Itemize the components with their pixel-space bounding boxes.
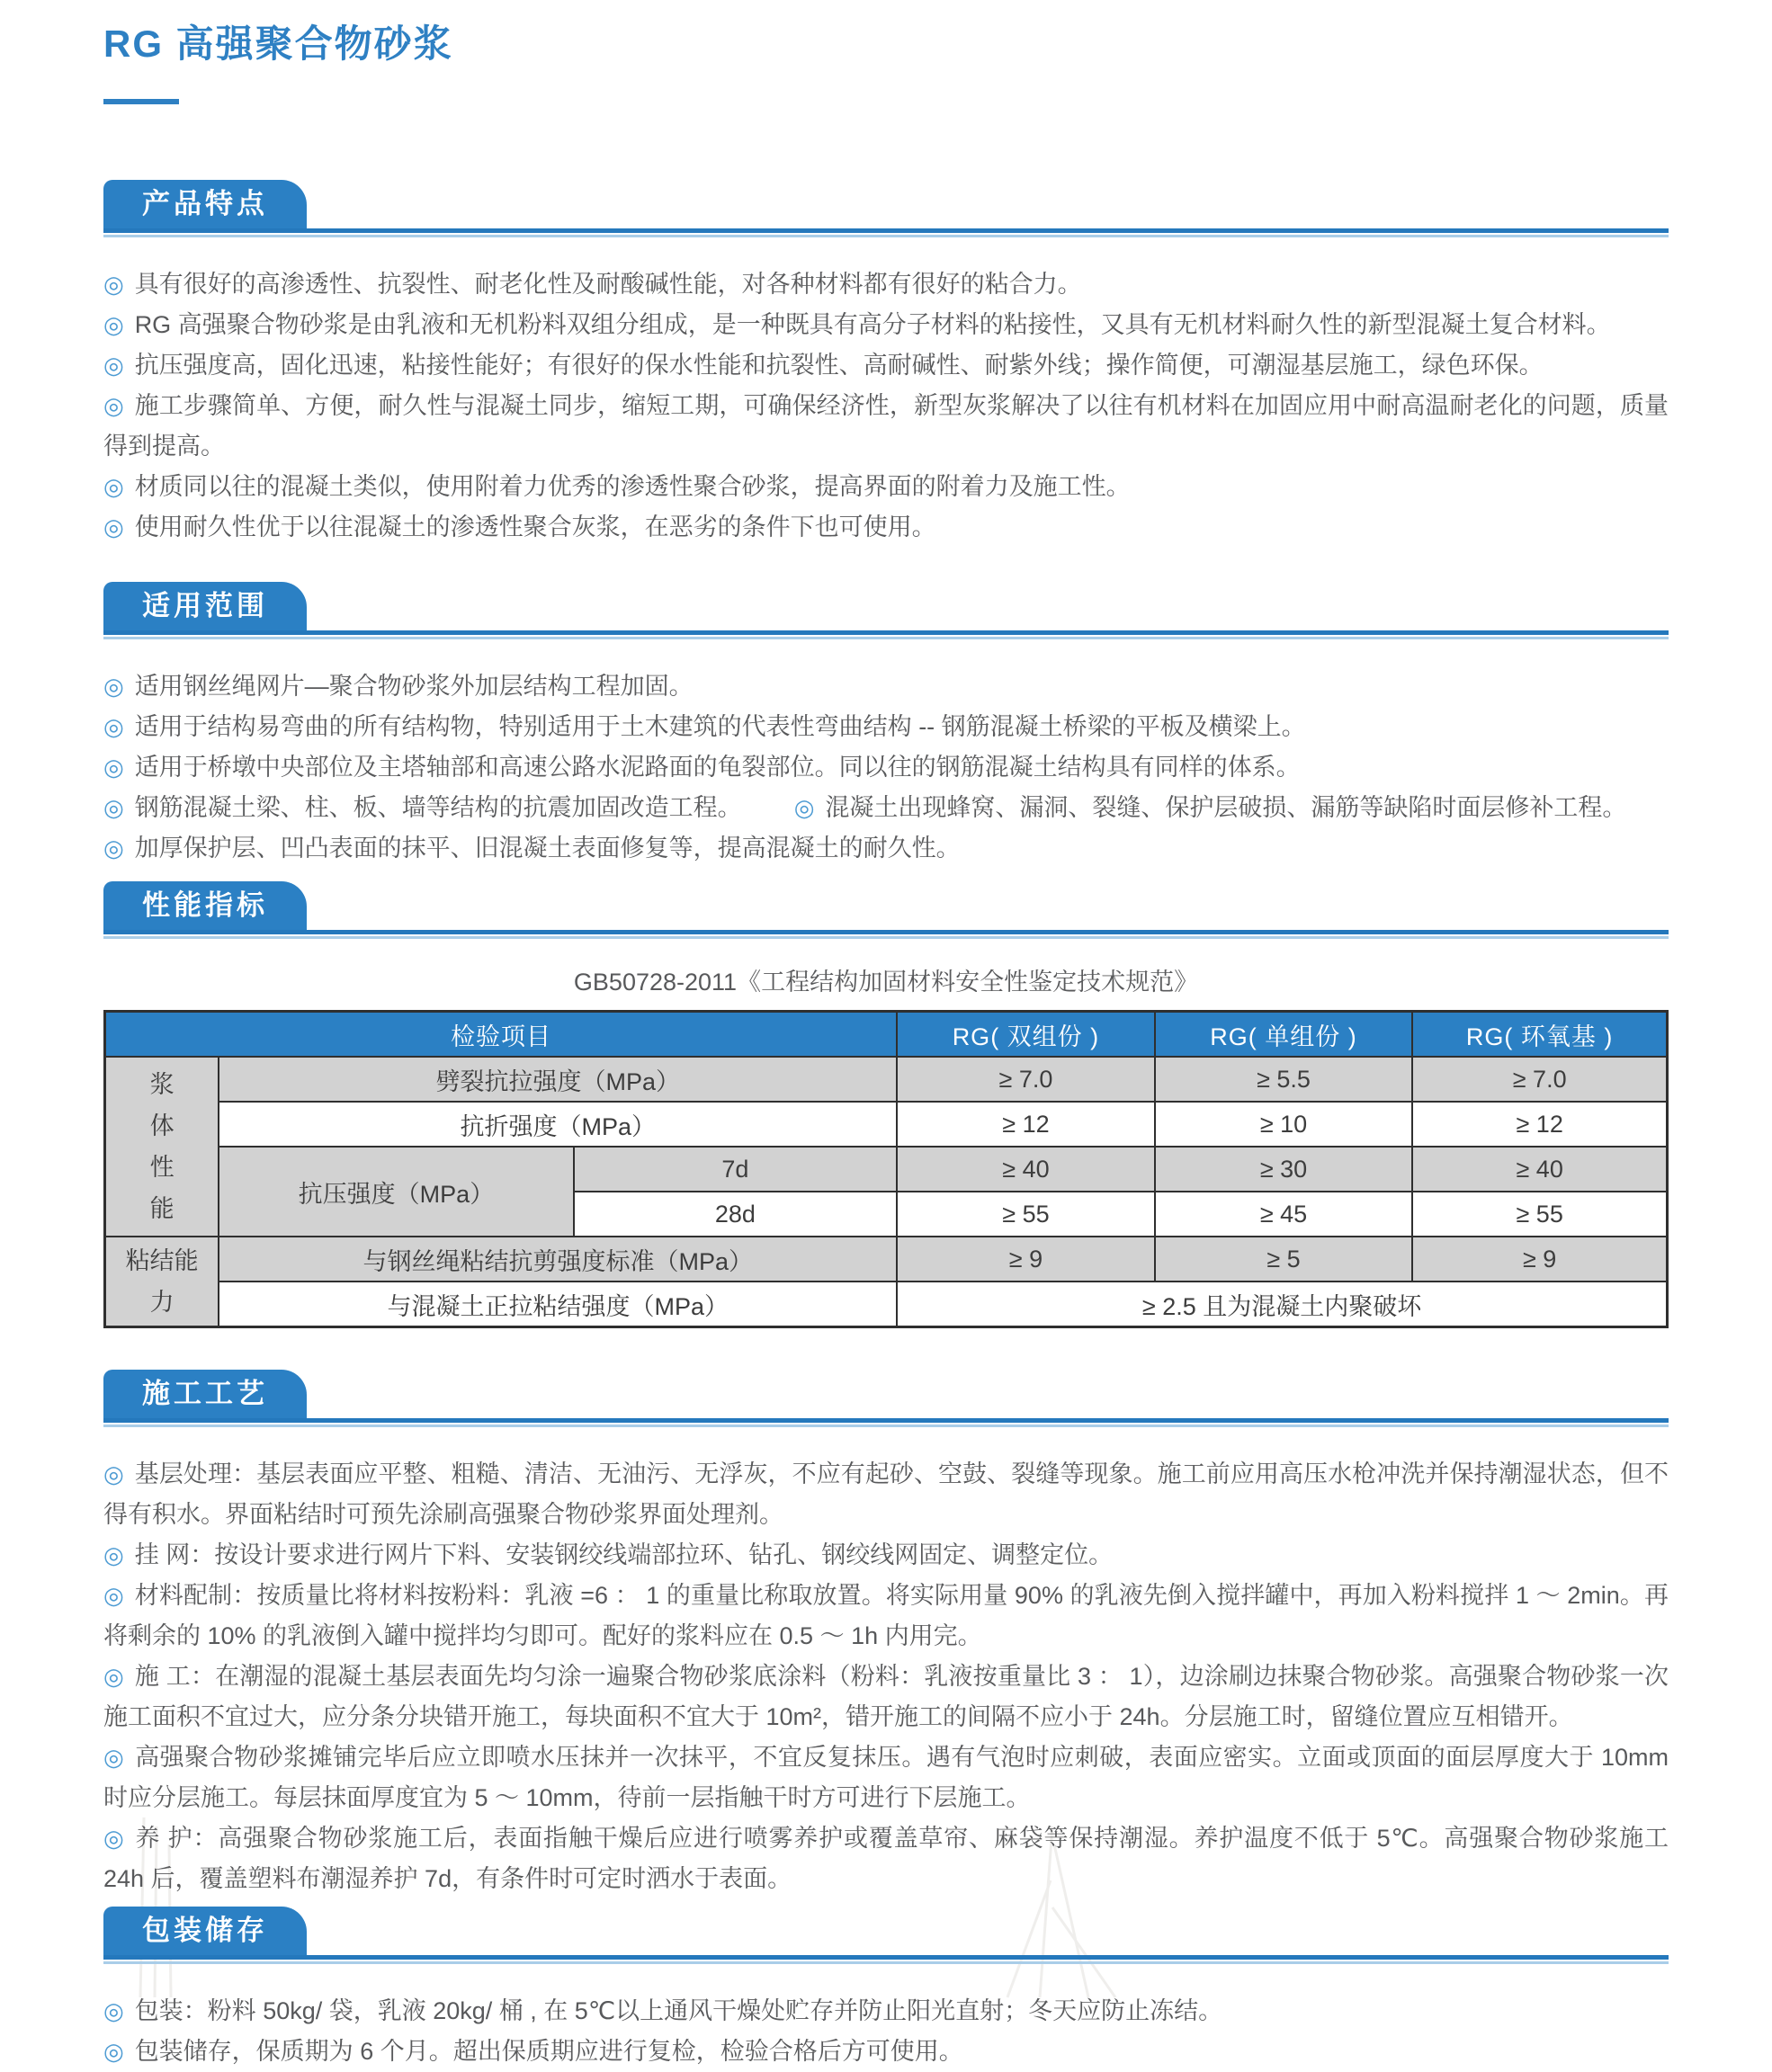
bullet-icon: ◎ — [103, 473, 124, 500]
process-item — [103, 1535, 1669, 1576]
item-text: 适用钢丝绳网片—聚合物砂浆外加层结构工程加固。 — [134, 673, 694, 700]
value-cell: ≥ 5.5 — [1155, 1057, 1413, 1102]
value-cell: ≥ 9 — [1412, 1237, 1667, 1282]
row-group-label-text: 粘结能力 — [125, 1247, 199, 1316]
section-performance — [103, 881, 1669, 1328]
item-text: 施工步骤简单、方便，耐久性与混凝土同步，缩短工期，可确保经济性，新型灰浆解决了以往有机材料在加固应用中耐高温耐老化的问题，质量得到提高。 — [103, 392, 1669, 460]
item-text: 使用耐久性优于以往混凝土的渗透性聚合灰浆，在恶劣的条件下也可使用。 — [134, 514, 936, 540]
item-text: 抗压强度高，固化迅速，粘接性能好；有很好的保水性能和抗裂性、高耐碱性、耐紫外线；操作简便，可潮湿基层施工，绿色环保。 — [134, 352, 1544, 379]
section-rule-light — [103, 1424, 1669, 1427]
value-cell: ≥ 10 — [1155, 1102, 1413, 1147]
feature-item — [103, 507, 1669, 548]
bullet-icon: ◎ — [793, 794, 815, 821]
bullet-icon: ◎ — [103, 1997, 124, 2024]
item-text: 材质同以往的混凝土类似，使用附着力优秀的渗透性聚合砂浆，提高界面的附着力及施工性。 — [134, 473, 1131, 500]
bullet-icon: ◎ — [103, 754, 124, 781]
value-cell: ≥ 12 — [897, 1102, 1155, 1147]
packaging-item — [103, 2032, 1669, 2072]
bullet-icon: ◎ — [103, 794, 124, 821]
features-list — [103, 264, 1669, 548]
section-rule-light — [103, 637, 1669, 639]
scope-list — [103, 666, 1669, 869]
process-item — [103, 1818, 1669, 1899]
process-item — [103, 1737, 1669, 1818]
section-badge-process: 施工工艺 — [103, 1370, 307, 1418]
section-rule — [103, 930, 1669, 934]
col-header: 检验项目 — [105, 1012, 898, 1058]
value-cell: ≥ 7.0 — [897, 1057, 1155, 1102]
value-cell: ≥ 55 — [897, 1192, 1155, 1237]
row-group-label-text: 浆体性能 — [149, 1071, 175, 1222]
value-cell: ≥ 45 — [1155, 1192, 1413, 1237]
process-item — [103, 1657, 1669, 1737]
section-rule — [103, 1955, 1669, 1960]
scope-item — [103, 788, 1669, 828]
section-rule-light — [103, 936, 1669, 939]
process-list — [103, 1454, 1669, 1899]
bullet-icon: ◎ — [103, 1582, 124, 1609]
section-scope — [103, 582, 1669, 869]
title-underline — [103, 99, 179, 104]
section-process — [103, 1370, 1669, 1899]
col-header: RG( 环氧基 ) — [1412, 1012, 1667, 1058]
scope-item — [103, 707, 1669, 747]
feature-item — [103, 345, 1669, 386]
scope-item — [103, 828, 1669, 869]
section-features — [103, 180, 1669, 548]
feature-item — [103, 264, 1669, 305]
value-cell: ≥ 30 — [1155, 1147, 1413, 1192]
bullet-icon: ◎ — [103, 514, 124, 540]
section-rule — [103, 630, 1669, 635]
col-header: RG( 单组份 ) — [1155, 1012, 1413, 1058]
value-cell-span: ≥ 2.5 且为混凝土内聚破坏 — [897, 1282, 1667, 1327]
item-text: 高强聚合物砂浆摊铺完毕后应立即喷水压抹并一次抹平，不宜反复抹压。遇有气泡时应刺破，表面应密实。立面或顶面的面层厚度大于 10mm 时应分层施工。每层抹面厚度宜为 5 ～ 10mm，待前一层指触干时方可进行下层施工。 — [103, 1744, 1669, 1811]
value-cell: ≥ 55 — [1412, 1192, 1667, 1237]
test-item-cell: 与钢丝绳粘结抗剪强度标准（MPa） — [219, 1237, 897, 1282]
item-text: 加厚保护层、凹凸表面的抹平、旧混凝土表面修复等，提高混凝土的耐久性。 — [134, 835, 961, 862]
item-text: 包装：粉料 50kg/ 袋，乳液 20kg/ 桶 , 在 5℃以上通风干燥处贮存并防止阳光直射；冬天应防止冻结。 — [134, 1997, 1223, 2024]
bullet-icon: ◎ — [103, 1663, 124, 1690]
age-cell: 7d — [574, 1147, 898, 1192]
section-badge-scope: 适用范围 — [103, 582, 307, 630]
item-text: 混凝土出现蜂窝、漏洞、裂缝、保护层破损、漏筋等缺陷时面层修补工程。 — [825, 794, 1627, 821]
scope-item — [103, 666, 1669, 707]
bullet-icon: ◎ — [103, 392, 124, 419]
section-packaging — [103, 1907, 1669, 2072]
item-text: 包装储存，保质期为 6 个月。超出保质期应进行复检，检验合格后方可使用。 — [134, 2038, 963, 2065]
value-cell: ≥ 40 — [1412, 1147, 1667, 1192]
bullet-icon: ◎ — [103, 1744, 125, 1771]
page-title: RG 高强聚合物砂浆 — [103, 22, 453, 65]
item-text: 适用于桥墩中央部位及主塔轴部和高速公路水泥路面的龟裂部位。同以往的钢筋混凝土结构具有同样的体系。 — [134, 754, 1301, 781]
value-cell: ≥ 5 — [1155, 1237, 1413, 1282]
age-cell: 28d — [574, 1192, 898, 1237]
packaging-list — [103, 1991, 1669, 2072]
scope-item — [103, 747, 1669, 788]
process-item — [103, 1576, 1669, 1657]
item-text: 基层处理：基层表面应平整、粗糙、清洁、无油污、无浮灰，不应有起砂、空鼓、裂缝等现象。施工前应用高压水枪冲洗并保持潮湿状态，但不得有积水。界面粘结时可预先涂刷高强聚合物砂浆界面处理剂。 — [103, 1460, 1669, 1528]
item-text: 钢筋混凝土梁、柱、板、墙等结构的抗震加固改造工程。 — [134, 794, 742, 821]
bullet-icon: ◎ — [103, 673, 124, 700]
section-rule-light — [103, 1961, 1669, 1964]
bullet-icon: ◎ — [103, 311, 124, 338]
col-header: RG( 双组份 ) — [897, 1012, 1155, 1058]
value-cell: ≥ 9 — [897, 1237, 1155, 1282]
bullet-icon: ◎ — [103, 2038, 124, 2065]
section-badge-packaging: 包装储存 — [103, 1907, 307, 1955]
bullet-icon: ◎ — [103, 713, 124, 740]
value-cell: ≥ 40 — [897, 1147, 1155, 1192]
process-item — [103, 1454, 1669, 1535]
test-item-cell: 抗折强度（MPa） — [219, 1102, 897, 1147]
section-rule — [103, 228, 1669, 233]
row-group-label — [105, 1237, 219, 1327]
table-caption: GB50728-2011《工程结构加固材料安全性鉴定技术规范》 — [573, 969, 1199, 996]
item-text: RG 高强聚合物砂浆是由乳液和无机粉料双组分组成，是一种既具有高分子材料的粘接性，又具有无机材料耐久性的新型混凝土复合材料。 — [134, 311, 1611, 338]
value-cell: ≥ 7.0 — [1412, 1057, 1667, 1102]
bullet-icon: ◎ — [103, 352, 124, 379]
item-text: 具有很好的高渗透性、抗裂性、耐老化性及耐酸碱性能，对各种材料都有很好的粘合力。 — [134, 271, 1082, 298]
performance-table — [103, 1010, 1669, 1328]
test-item-cell: 与混凝土正拉粘结强度（MPa） — [219, 1282, 897, 1327]
bullet-icon: ◎ — [103, 271, 124, 298]
bullet-icon: ◎ — [103, 835, 124, 862]
test-item-cell: 劈裂抗拉强度（MPa） — [219, 1057, 897, 1102]
item-text: 养 护：高强聚合物砂浆施工后，表面指触干燥后应进行喷雾养护或覆盖草帘、麻袋等保持潮湿。养护温度不低于 5℃。高强聚合物砂浆施工 24h 后，覆盖塑料布潮湿养护 7d，有条件时可定时洒水于表面。 — [103, 1825, 1669, 1892]
feature-item — [103, 305, 1669, 345]
bullet-icon: ◎ — [103, 1460, 124, 1487]
item-text: 材料配制：按质量比将材料按粉料：乳液 =6 ： 1 的重量比称取放置。将实际用量 90% 的乳液先倒入搅拌罐中，再加入粉料搅拌 1 ～ 2min。再将剩余的 10% 的乳液倒入罐中搅拌均匀即可。配好的浆料应在 0.5 ～ 1h 内用完。 — [103, 1582, 1669, 1649]
packaging-item — [103, 1991, 1669, 2032]
bullet-icon: ◎ — [103, 1825, 125, 1852]
item-text: 施 工：在潮湿的混凝土基层表面先均匀涂一遍聚合物砂浆底涂料（粉料：乳液按重量比 3 ： 1），边涂刷边抹聚合物砂浆。高强聚合物砂浆一次施工面积不宜过大，应分条分块错开施工，每块面积不宜大于 10m²，错开施工的间隔不应小于 24h。分层施工时，留缝位置应互相错开。 — [103, 1663, 1669, 1730]
row-group-label — [105, 1057, 219, 1237]
test-item-cell: 抗压强度（MPa） — [219, 1147, 573, 1237]
section-badge-performance: 性能指标 — [103, 881, 307, 930]
feature-item — [103, 386, 1669, 467]
value-cell: ≥ 12 — [1412, 1102, 1667, 1147]
section-rule — [103, 1418, 1669, 1423]
item-text: 适用于结构易弯曲的所有结构物，特别适用于土木建筑的代表性弯曲结构 -- 钢筋混凝土桥梁的平板及横梁上。 — [134, 713, 1306, 740]
section-badge-features: 产品特点 — [103, 180, 307, 228]
section-rule-light — [103, 235, 1669, 237]
item-text: 挂 网：按设计要求进行网片下料、安装钢绞线端部拉环、钻孔、钢绞线网固定、调整定位。 — [134, 1541, 1114, 1568]
feature-item — [103, 467, 1669, 507]
bullet-icon: ◎ — [103, 1541, 124, 1568]
